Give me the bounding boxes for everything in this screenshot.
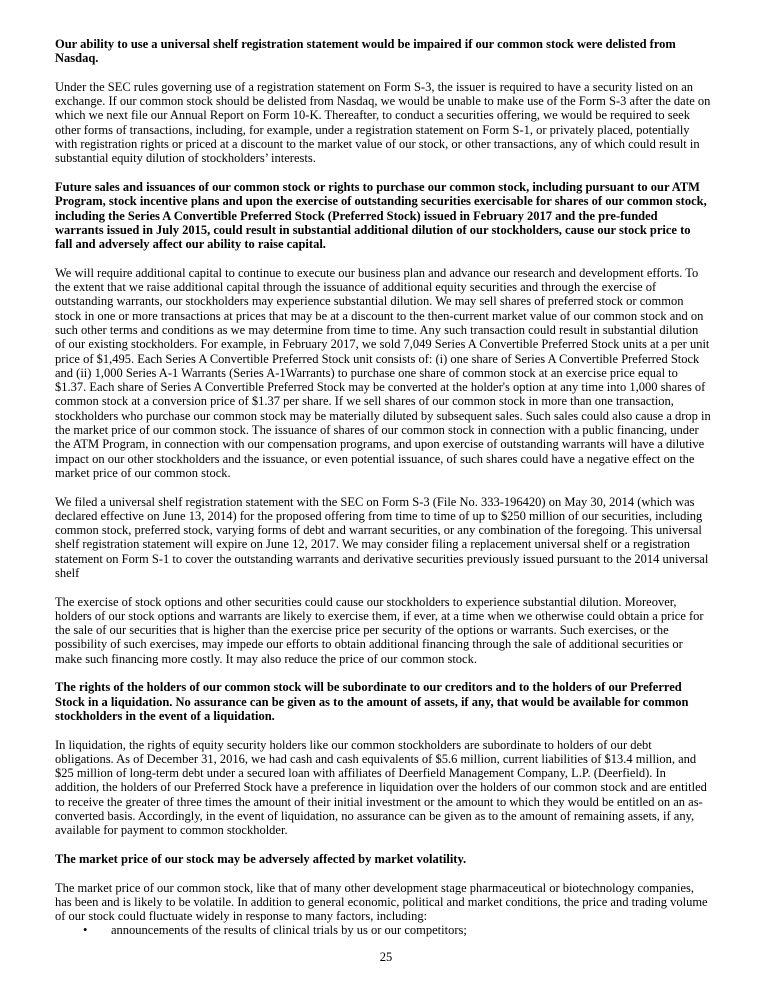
section-heading: [55, 680, 735, 723]
text-line: available for payment to common stockholder.: [55, 823, 288, 838]
text-line: statement on Form S-1 to cover the outstanding warrants and derivative securities previously issued pursuant to the 2014 universal: [55, 551, 709, 566]
text-line: stock in one or more transactions at prices that may be at a discount to the then-current market value of our common stock and on: [55, 308, 704, 323]
text-line: declared effective on June 13, 2014) for the proposed offering from time to time of up to $250 million of our securities, including: [55, 508, 703, 523]
text-line: to receive the greater of three times the amount of their initial investment or the amount to which they would be entitled on an as-: [55, 794, 703, 809]
text-line: shelf registration statement will expire on June 12, 2017. We may consider filing a replacement universal shelf or a registration: [55, 537, 691, 552]
text-line: the ATM Program, in connection with our compensation programs, and upon exercise of outstanding warrants will have a dilutive: [55, 437, 705, 452]
text-line: converted basis. Accordingly, in the event of liquidation, no assurance can be given as to the amount of remaining assets, if any,: [55, 809, 695, 824]
text-line: warrants issued in July 2015, could result in substantial additional dilution of our stockholders, cause our stock price to: [55, 222, 691, 237]
text-line: Nasdaq.: [55, 51, 99, 66]
text-line: The rights of the holders of our common stock will be subordinate to our creditors and to the holders of our Preferred: [55, 680, 682, 695]
text-line: obligations. As of December 31, 2016, we had cash and cash equivalents of $5.6 million, current liabilities of $13.4 million, and: [55, 751, 697, 766]
body-paragraph: [55, 80, 735, 166]
text-line: exchange. If our common stock should be delisted from Nasdaq, we would be unable to make use of the Form S-3 after the date on: [55, 94, 711, 109]
text-line: shelf: [55, 565, 80, 580]
text-line: of our stock could fluctuate widely in response to many factors, including:: [55, 909, 428, 924]
text-line: such other terms and conditions as we may determine from time to time. Any such transaction could result in substantial dilution: [55, 322, 699, 337]
text-line: common stock at a conversion price of $1.37 per share. If we sell shares of our common stock in more than one transaction,: [55, 394, 674, 409]
text-line: The exercise of stock options and other securities could cause our stockholders to experience substantial dilution. Moreover,: [55, 594, 677, 609]
body-paragraph: [55, 881, 735, 924]
text-line: addition, the holders of our Preferred Stock have a preference in liquidation over the holders of our common stock and are entitled: [55, 780, 707, 795]
text-line: the market price of our common stock. The issuance of shares of our common stock in connection with a public financing, under: [55, 423, 699, 438]
text-line: Future sales and issuances of our common stock or rights to purchase our common stock, including pursuant to our ATM: [55, 179, 700, 194]
text-line: common stock, preferred stock, varying forms of debt and warrant securities, or any combination of the foregoing. This universal: [55, 523, 702, 538]
text-line: fall and adversely affect our ability to raise capital.: [55, 237, 326, 252]
text-line: impact on our other stockholders and the issuance, or even potential issuance, of such shares could have a negative effect on the: [55, 451, 695, 466]
text-line: substantial equity dilution of stockholders’ interests.: [55, 151, 316, 166]
text-line: outstanding warrants, our stockholders may experience substantial dilution. We may sell shares of preferred stock or common: [55, 294, 684, 309]
text-line: of our existing stockholders. For example, in February 2017, we sold 7,049 Series A Convertible Preferred Stock units at a per unit: [55, 337, 710, 352]
text-line: and (ii) 1,000 Series A-1 Warrants (Series A-1Warrants) to purchase one share of common stock at an exercise price equal to: [55, 365, 678, 380]
text-line: $25 million of long-term debt under a secured loan with affiliates of Deerfield Management Company, L.P. (Deerfield). In: [55, 766, 666, 781]
text-line: Under the SEC rules governing use of a registration statement on Form S-3, the issuer is required to have a security listed on an: [55, 79, 694, 94]
text-line: make such financing more costly. It may also reduce the price of our common stock.: [55, 651, 477, 666]
section-heading: [55, 37, 735, 66]
text-line: possibility of such exercises, may impede our efforts to obtain additional financing through the sale of additional securities or: [55, 637, 683, 652]
section-heading: [55, 180, 735, 251]
text-line: has been and is likely to be volatile. In addition to general economic, political and market conditions, the price and trading volume: [55, 894, 708, 909]
bullet-icon: •: [83, 923, 88, 938]
text-line: stockholders in the event of a liquidation.: [55, 708, 275, 723]
text-line: including the Series A Convertible Preferred Stock (Preferred Stock) issued in February 2017 and the pre-funded: [55, 208, 658, 223]
text-line: Stock in a liquidation. No assurance can be given as to the amount of assets, if any, that would be available for common: [55, 694, 689, 709]
body-paragraph: [55, 595, 735, 666]
body-paragraph: [55, 266, 735, 480]
text-line: $1.37. Each share of Series A Convertible Preferred Stock may be converted at the holder's option at any time into 1,000 shares of: [55, 380, 706, 395]
text-line: with registration rights or priced at a discount to the market value of our stock, or other transactions, any of which could result in: [55, 137, 700, 152]
body-paragraph: [55, 738, 735, 838]
page-number: 25: [379, 950, 393, 964]
text-line: The market price of our stock may be adversely affected by market volatility.: [55, 851, 467, 866]
text-line: stockholders who purchase our common stock may be materially diluted by subsequent sales. Such sales could also cause a drop in: [55, 408, 711, 423]
text-line: Our ability to use a universal shelf registration statement would be impaired if our common stock were delisted from: [55, 37, 676, 51]
text-line: which we next file our Annual Report on Form 10-K. Thereafter, to conduct a securities offering, we would be required to seek: [55, 108, 690, 123]
bullet-text: announcements of the results of clinical trials by us or our competitors;: [111, 923, 467, 938]
text-line: In liquidation, the rights of equity security holders like our common stockholders are subordinate to holders of our debt: [55, 737, 652, 752]
document-page: [55, 37, 735, 938]
text-line: Program, stock incentive plans and upon the exercise of outstanding securities exercisable for shares of our common stock,: [55, 194, 707, 209]
text-line: other forms of transactions, including, for example, under a registration statement on Form S-1, or privately placed, potentially: [55, 122, 690, 137]
text-line: price of $1,495. Each Series A Convertible Preferred Stock unit consists of: (i) one share of Series A Convertible Preferred Stock: [55, 351, 700, 366]
text-line: We will require additional capital to continue to execute our business plan and advance our research and development efforts. To: [55, 265, 699, 280]
text-line: holders of our stock options and warrants are likely to exercise them, if ever, at a time when we otherwise could obtain a price for: [55, 608, 704, 623]
text-line: market price of our common stock.: [55, 465, 231, 480]
body-paragraph: [55, 495, 735, 581]
text-line: The market price of our common stock, like that of many other development stage pharmaceutical or biotechnology companies,: [55, 880, 695, 895]
text-line: the sale of our securities that is higher than the exercise price per security of the options or warrants. Such exercises, or the: [55, 623, 669, 638]
section-heading: [55, 852, 735, 866]
bullet-list-item: [55, 923, 735, 937]
text-line: the extent that we raise additional capital through the issuance of additional equity securities and through the exercise of: [55, 280, 657, 295]
text-line: We filed a universal shelf registration statement with the SEC on Form S-3 (File No. 333-196420) on May 30, 2014 (which was: [55, 494, 695, 509]
